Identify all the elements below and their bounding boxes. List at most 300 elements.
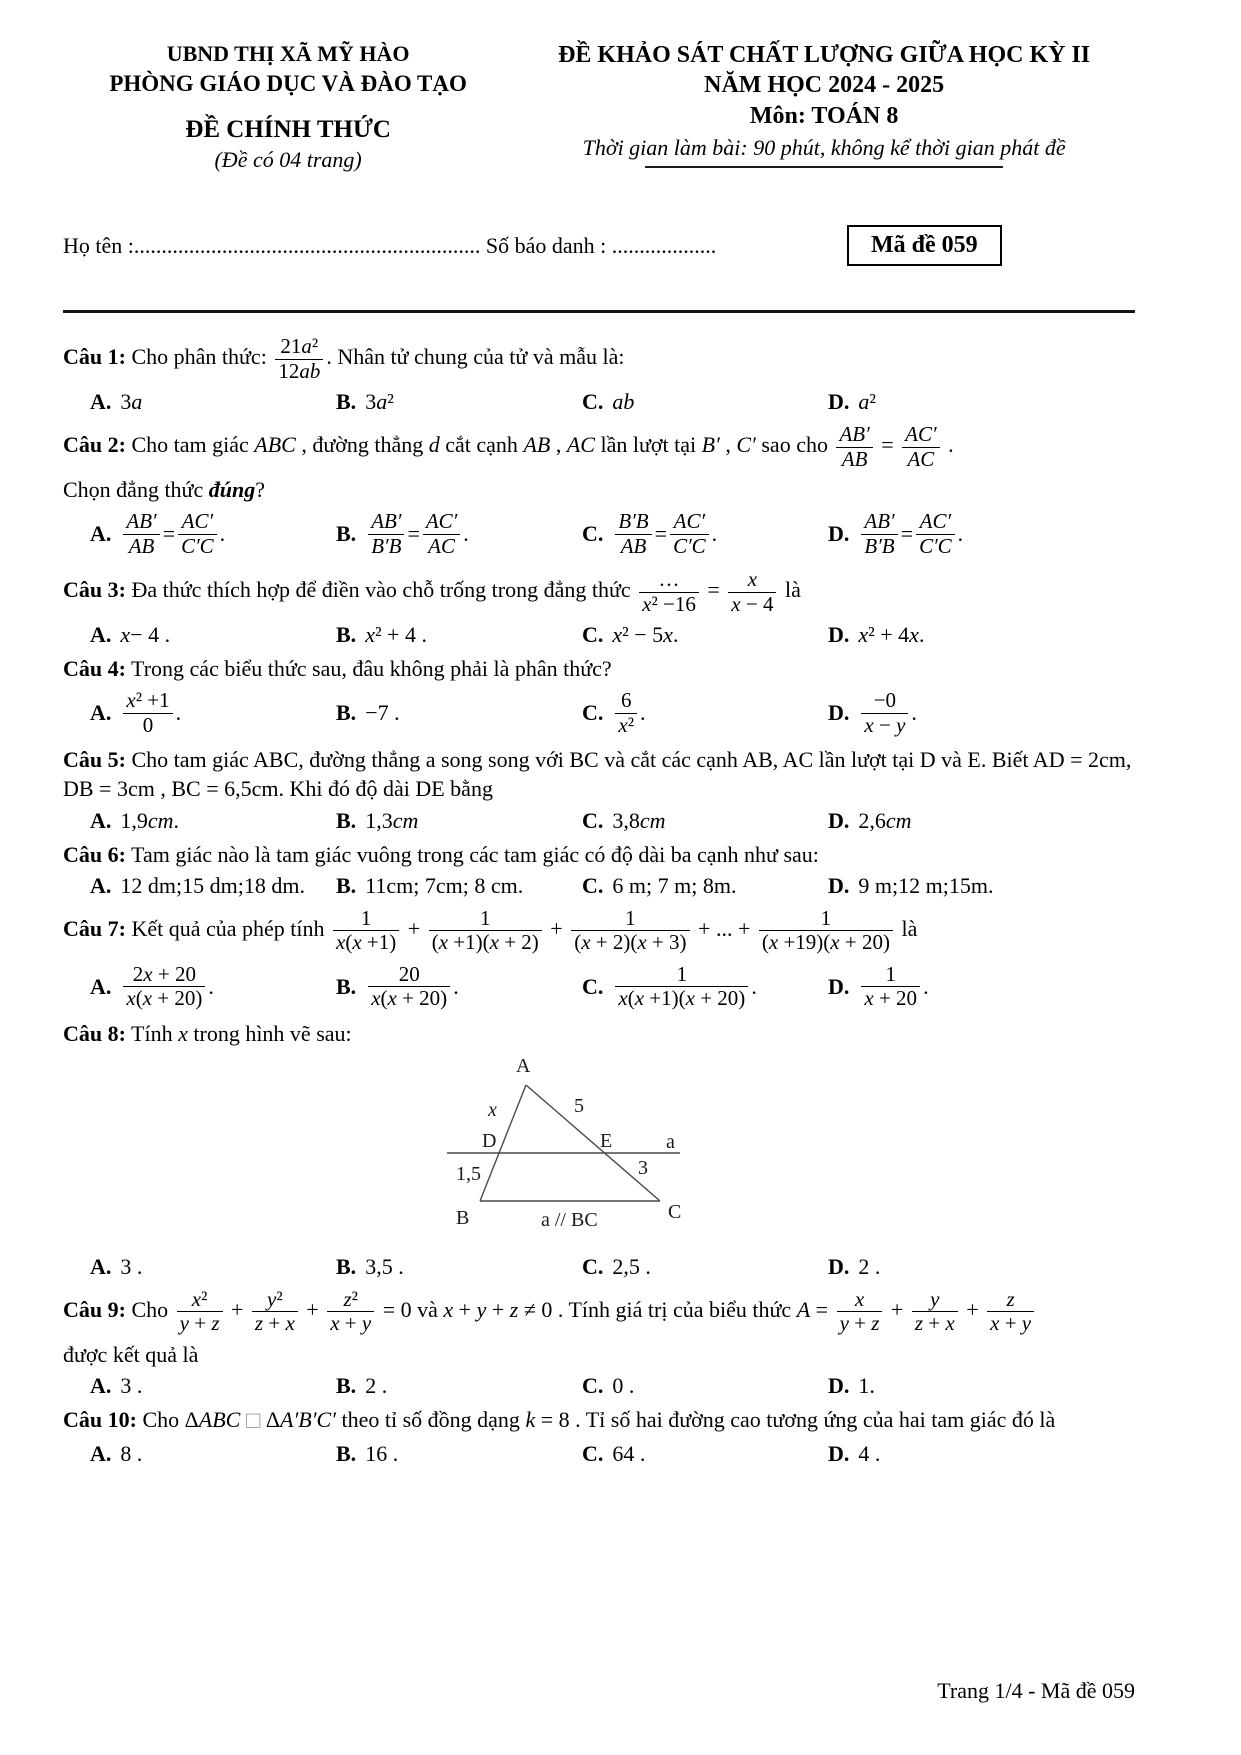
text-run: 3,5 . xyxy=(365,1253,404,1279)
fraction-denominator xyxy=(902,447,939,472)
text-run: theo tỉ số đồng dạng xyxy=(336,1406,526,1432)
option-letter: B. xyxy=(336,1253,357,1279)
text-run: . xyxy=(942,432,954,458)
option-d xyxy=(828,508,963,560)
option-letter: B. xyxy=(336,700,357,726)
math-variable: x xyxy=(618,986,628,1011)
text-run: 9 m;12 m;15m. xyxy=(858,872,994,898)
option-letter: C. xyxy=(582,973,604,999)
figure-label-b-vertex: B xyxy=(456,1206,470,1229)
text-run: ² +1 xyxy=(135,688,170,713)
option-b xyxy=(336,700,582,726)
math-variable: x xyxy=(642,591,652,616)
formula-fraction xyxy=(571,907,689,955)
text-run: ² xyxy=(627,712,635,737)
text-run: , đường thẳng xyxy=(295,432,429,458)
fraction-denominator xyxy=(916,534,955,559)
text-run: + xyxy=(885,1296,909,1322)
math-variable: x xyxy=(864,712,874,737)
fraction-numerator xyxy=(571,907,689,931)
text-run: 1 xyxy=(676,961,688,986)
fraction-numerator xyxy=(837,1288,883,1312)
fraction-denominator xyxy=(177,1311,223,1336)
option-letter: A. xyxy=(90,389,112,415)
page-count-note: (Đề có 04 trang) xyxy=(214,146,362,172)
math-variable: y xyxy=(896,712,906,737)
formula-fraction xyxy=(759,907,893,955)
fraction-denominator xyxy=(987,1311,1034,1336)
text-run: . xyxy=(711,521,718,547)
fraction-numerator xyxy=(912,1288,958,1312)
math-variable: x xyxy=(371,986,381,1011)
option-letter: D. xyxy=(828,1253,850,1279)
option-b xyxy=(336,961,582,1013)
text-run: + 20 xyxy=(873,986,918,1011)
fraction-numerator xyxy=(902,423,939,447)
answer-options xyxy=(63,1441,1135,1467)
formula-fraction xyxy=(987,1288,1034,1336)
formula-fraction xyxy=(916,510,955,558)
option-c xyxy=(582,1373,828,1399)
math-variable: x xyxy=(830,930,840,955)
math-variable: x xyxy=(581,930,591,955)
math-variable: x xyxy=(352,930,362,955)
text-run: Tam giác nào là tam giác vuông trong các tam giác có độ dài ba cạnh như sau: xyxy=(125,841,819,867)
formula-fraction xyxy=(123,689,172,737)
math-variable: x xyxy=(142,986,153,1011)
option-letter: C. xyxy=(582,700,604,726)
fraction-denominator xyxy=(368,986,450,1011)
option-letter: A. xyxy=(90,973,112,999)
question-8 xyxy=(63,1019,1135,1280)
option-text xyxy=(612,961,756,1013)
option-text xyxy=(120,873,305,899)
math-variable: x xyxy=(990,1311,1000,1336)
text-run: , xyxy=(719,432,737,458)
text-run: ² xyxy=(311,334,319,359)
formula-fraction xyxy=(837,1288,883,1336)
math-variable: x xyxy=(126,986,136,1011)
text-run: 3 xyxy=(365,389,377,415)
math-variable: cm xyxy=(639,807,666,833)
fraction-numerator xyxy=(615,689,637,713)
text-run: . xyxy=(463,521,469,547)
text-run: + 20) xyxy=(396,986,448,1011)
option-letter: C. xyxy=(582,521,604,547)
question-label: Câu 4: xyxy=(63,656,126,682)
math-variable: B′B xyxy=(618,509,649,534)
fraction-denominator xyxy=(836,447,872,472)
math-variable: z xyxy=(914,1311,924,1336)
option-text xyxy=(858,1254,880,1280)
math-variable: x xyxy=(191,1286,202,1311)
text-run: . xyxy=(957,521,964,547)
math-variable: C′C xyxy=(673,533,706,558)
question-stem xyxy=(63,421,1135,473)
option-text xyxy=(858,873,993,899)
option-text xyxy=(612,873,736,899)
fraction-denominator xyxy=(333,930,399,955)
option-letter: B. xyxy=(336,521,357,547)
option-d xyxy=(828,622,924,648)
text-run: + xyxy=(960,1296,985,1322)
text-run: … xyxy=(658,567,680,592)
option-text xyxy=(120,1254,142,1280)
text-run: +1) xyxy=(361,930,397,955)
option-text xyxy=(120,1441,142,1467)
text-run: = xyxy=(162,521,176,547)
option-text xyxy=(612,622,678,648)
fraction-denominator xyxy=(368,534,404,559)
fraction-numerator xyxy=(123,963,205,987)
option-letter: D. xyxy=(828,389,850,415)
figure-label-3: 3 xyxy=(638,1156,648,1179)
option-text xyxy=(612,1254,651,1280)
questions-container xyxy=(63,333,1135,1467)
text-run: 2 . xyxy=(365,1372,388,1398)
text-run: = xyxy=(875,432,900,458)
option-text xyxy=(365,508,469,560)
answer-options xyxy=(63,961,1135,1013)
math-variable: ab xyxy=(299,358,321,383)
math-variable: x xyxy=(618,712,628,737)
math-variable: y xyxy=(267,1286,277,1311)
fraction-numerator xyxy=(836,423,872,447)
formula-fraction xyxy=(615,963,748,1011)
text-run: + 20) xyxy=(694,986,746,1011)
candidate-info-row xyxy=(63,225,1135,266)
fraction-denominator xyxy=(639,592,699,617)
math-variable: x xyxy=(438,930,449,955)
fraction-denominator xyxy=(429,930,542,955)
text-run: 1 xyxy=(625,905,636,930)
formula-fraction xyxy=(902,423,939,471)
text-run: 2 . xyxy=(858,1253,881,1279)
text-run: ( xyxy=(761,930,769,955)
option-c xyxy=(582,961,828,1013)
option-text xyxy=(120,687,181,739)
answer-options xyxy=(63,687,1135,739)
math-variable: x xyxy=(731,591,741,616)
text-run: . xyxy=(918,622,925,648)
math-variable: A′B′C′ xyxy=(280,1406,336,1432)
formula-fraction xyxy=(728,568,776,616)
math-variable: z xyxy=(254,1311,264,1336)
fraction-numerator xyxy=(252,1288,298,1312)
fraction-denominator xyxy=(728,592,776,617)
text-run: + xyxy=(848,1311,872,1336)
official-exam-label: ĐỀ CHÍNH THỨC xyxy=(185,116,391,144)
math-variable: x xyxy=(126,688,136,713)
option-letter: B. xyxy=(336,622,357,648)
math-variable: C′C xyxy=(919,533,952,558)
option-b xyxy=(336,508,582,560)
math-variable: k xyxy=(525,1406,536,1432)
math-variable: a xyxy=(858,389,870,415)
fraction-numerator xyxy=(759,907,893,931)
option-text xyxy=(120,961,214,1013)
math-variable: y xyxy=(361,1311,372,1336)
formula-fraction xyxy=(333,907,399,955)
option-d xyxy=(828,873,993,899)
option-letter: B. xyxy=(336,807,357,833)
question-stem xyxy=(63,1286,1135,1338)
header-divider-rule xyxy=(63,310,1135,313)
formula-fraction xyxy=(123,510,159,558)
fraction-denominator xyxy=(615,986,748,1011)
math-variable: AB xyxy=(128,533,155,558)
question-label: Câu 2: xyxy=(63,432,126,458)
math-variable: x xyxy=(864,986,874,1011)
page-header xyxy=(63,40,1135,173)
option-letter: C. xyxy=(582,389,604,415)
option-text xyxy=(365,873,523,899)
formula-fraction xyxy=(615,689,637,737)
option-b xyxy=(336,1373,582,1399)
fraction-denominator xyxy=(275,359,323,384)
math-variable: x xyxy=(489,930,499,955)
text-run: 1 xyxy=(360,905,372,930)
option-d xyxy=(828,687,917,739)
question-label: Câu 7: xyxy=(63,915,126,941)
option-text xyxy=(858,622,924,648)
similarity-symbol-box: □ xyxy=(245,1407,261,1434)
text-run: 1 xyxy=(820,905,832,930)
math-variable: A xyxy=(796,1296,811,1322)
option-a xyxy=(90,1441,336,1467)
text-run: ² −16 xyxy=(651,591,696,616)
formula-fraction xyxy=(123,963,205,1011)
question-label: Câu 10: xyxy=(63,1406,137,1432)
text-run: − 4 xyxy=(740,591,774,616)
formula-fraction xyxy=(861,689,908,737)
math-variable: AC′ xyxy=(673,509,706,534)
math-variable: x xyxy=(336,930,346,955)
answer-options xyxy=(63,1373,1135,1399)
option-a xyxy=(90,508,336,560)
text-run: − 4 . xyxy=(130,622,171,648)
text-run: = xyxy=(900,521,914,547)
text-run: ² xyxy=(351,1286,358,1311)
fraction-denominator xyxy=(670,534,709,559)
exam-title: ĐỀ KHẢO SÁT CHẤT LƯỢNG GIỮA HỌC KỲ II xyxy=(558,42,1091,68)
text-run: 8 . xyxy=(120,1441,143,1467)
option-text xyxy=(365,700,399,726)
option-letter: B. xyxy=(336,389,357,415)
option-c xyxy=(582,508,828,560)
figure-label-parallel-note: a // BC xyxy=(541,1208,598,1231)
option-letter: D. xyxy=(828,521,850,547)
text-run: ² xyxy=(387,389,394,415)
math-variable: AB xyxy=(523,432,551,458)
question-7 xyxy=(63,905,1135,1013)
option-text xyxy=(612,1441,645,1467)
formula-fraction xyxy=(429,907,542,955)
text-run: 2,6 xyxy=(858,807,886,833)
text-run: 4 . xyxy=(858,1441,881,1467)
option-a xyxy=(90,389,336,415)
math-variable: z xyxy=(509,1296,519,1322)
text-run: Δ xyxy=(260,1406,280,1432)
option-b xyxy=(336,1441,582,1467)
fraction-numerator xyxy=(861,689,908,713)
text-run: 11cm; 7cm; 8 cm. xyxy=(365,872,524,898)
text-run: + xyxy=(225,1296,249,1322)
text-run: + xyxy=(188,1311,212,1336)
option-text xyxy=(365,389,394,415)
option-letter: C. xyxy=(582,622,604,648)
text-run: . xyxy=(453,973,459,999)
option-letter: B. xyxy=(336,1372,357,1398)
text-run: . xyxy=(208,973,214,999)
option-letter: C. xyxy=(582,807,604,833)
fraction-denominator xyxy=(912,1311,958,1336)
answer-options xyxy=(63,508,1135,560)
option-letter: A. xyxy=(90,1253,112,1279)
math-variable: AC′ xyxy=(425,509,458,534)
option-b xyxy=(336,1254,582,1280)
fraction-numerator xyxy=(275,335,323,359)
text-run: cắt cạnh xyxy=(439,432,524,458)
question-6 xyxy=(63,840,1135,899)
math-variable: a xyxy=(301,334,312,359)
formula-fraction xyxy=(861,510,897,558)
option-b xyxy=(336,389,582,415)
option-text xyxy=(365,1441,398,1467)
text-run: là xyxy=(895,915,918,941)
text-run: . xyxy=(751,973,757,999)
formula-fraction xyxy=(639,568,699,616)
question-1 xyxy=(63,333,1135,415)
math-variable: cm xyxy=(885,807,912,833)
option-d xyxy=(828,808,912,834)
text-run: ≠ 0 . Tính giá trị của biểu thức xyxy=(518,1296,797,1322)
fraction-numerator xyxy=(615,510,651,534)
formula-fraction xyxy=(615,510,651,558)
option-letter: D. xyxy=(828,1372,850,1398)
formula-fraction xyxy=(836,423,872,471)
text-run: 1 xyxy=(479,905,491,930)
text-run: + xyxy=(339,1311,362,1336)
option-letter: D. xyxy=(828,622,850,648)
math-variable: B′B xyxy=(864,533,895,558)
text-run: Cho phân thức: xyxy=(125,344,273,370)
text-run: 3 . xyxy=(120,1253,143,1279)
text-run: 3 xyxy=(120,389,132,415)
math-variable: AB′ xyxy=(371,509,402,534)
math-variable: AB xyxy=(620,533,647,558)
text-run: 2,5 . xyxy=(612,1253,651,1279)
fraction-numerator xyxy=(987,1288,1034,1312)
text-run: 0 xyxy=(142,712,154,737)
text-run: 1. xyxy=(858,1372,875,1398)
option-c xyxy=(582,622,828,648)
text-run: . xyxy=(175,700,182,726)
text-run: + xyxy=(999,1311,1022,1336)
option-letter: C. xyxy=(582,1253,604,1279)
math-variable: ab xyxy=(612,389,635,415)
page-footer: Trang 1/4 - Mã đề 059 xyxy=(937,1678,1135,1703)
option-letter: B. xyxy=(336,973,357,999)
option-d xyxy=(828,1441,880,1467)
text-run: Trong các biểu thức sau, đâu không phải là phân thức? xyxy=(125,656,612,682)
option-text xyxy=(365,961,459,1013)
text-run: . xyxy=(640,700,646,726)
text-run: ² + 4 xyxy=(868,622,910,648)
text-run: . xyxy=(219,521,226,547)
formula-fraction xyxy=(178,510,217,558)
fraction-denominator xyxy=(571,930,689,955)
math-variable: y xyxy=(179,1311,189,1336)
math-variable: B′B xyxy=(371,533,402,558)
fraction-numerator xyxy=(429,907,542,931)
math-variable: cm xyxy=(147,807,174,833)
issuing-authority: UBND THỊ XÃ MỸ HÀO xyxy=(166,41,410,66)
fraction-numerator xyxy=(368,963,450,987)
formula-fraction xyxy=(327,1288,374,1336)
text-run: được kết quả là xyxy=(63,1341,199,1367)
text-run: . xyxy=(923,973,929,999)
math-variable: x xyxy=(858,622,869,648)
question-stem xyxy=(63,905,1135,957)
text-run: 12 xyxy=(278,358,300,383)
text-run: Tính xyxy=(125,1020,179,1046)
fraction-denominator xyxy=(759,930,893,955)
question-2 xyxy=(63,421,1135,560)
text-run: 20 xyxy=(398,961,420,986)
option-d xyxy=(828,961,929,1013)
fraction-denominator xyxy=(123,986,205,1011)
text-run: ² xyxy=(869,389,876,415)
math-variable: x xyxy=(285,1311,295,1336)
text-run: ² xyxy=(276,1286,283,1311)
option-c xyxy=(582,687,828,739)
text-run: ( xyxy=(380,986,388,1011)
question-9 xyxy=(63,1286,1135,1399)
text-run: ( xyxy=(431,930,439,955)
text-run: 1 xyxy=(885,961,896,986)
math-variable: z xyxy=(211,1311,220,1336)
text-run: 1,9 xyxy=(120,807,148,833)
math-variable: cm xyxy=(392,807,419,833)
option-c xyxy=(582,1254,828,1280)
option-letter: A. xyxy=(90,1441,112,1467)
figure-label-1-5: 1,5 xyxy=(456,1162,481,1185)
school-year: NĂM HỌC 2024 - 2025 xyxy=(704,72,945,99)
option-a xyxy=(90,961,336,1013)
text-run: 3,8 xyxy=(612,807,640,833)
option-a xyxy=(90,873,336,899)
text-run: 64 . xyxy=(612,1441,646,1467)
option-letter: A. xyxy=(90,1372,112,1398)
fraction-numerator xyxy=(728,568,776,592)
text-run: +1)( xyxy=(448,930,490,955)
text-run: . xyxy=(672,622,679,648)
time-limit-underline xyxy=(645,166,1003,168)
option-letter: B. xyxy=(336,1441,357,1467)
text-run: + xyxy=(486,1296,510,1322)
fraction-numerator xyxy=(333,907,399,931)
text-run: + xyxy=(263,1311,286,1336)
text-run: + xyxy=(300,1296,325,1322)
math-variable: AB′ xyxy=(126,509,157,534)
fraction-numerator xyxy=(178,510,217,534)
math-variable: x xyxy=(768,930,779,955)
math-variable: AB xyxy=(841,446,868,471)
text-run: + 2) xyxy=(498,930,539,955)
fraction-numerator xyxy=(177,1288,223,1312)
option-letter: C. xyxy=(582,1372,604,1398)
